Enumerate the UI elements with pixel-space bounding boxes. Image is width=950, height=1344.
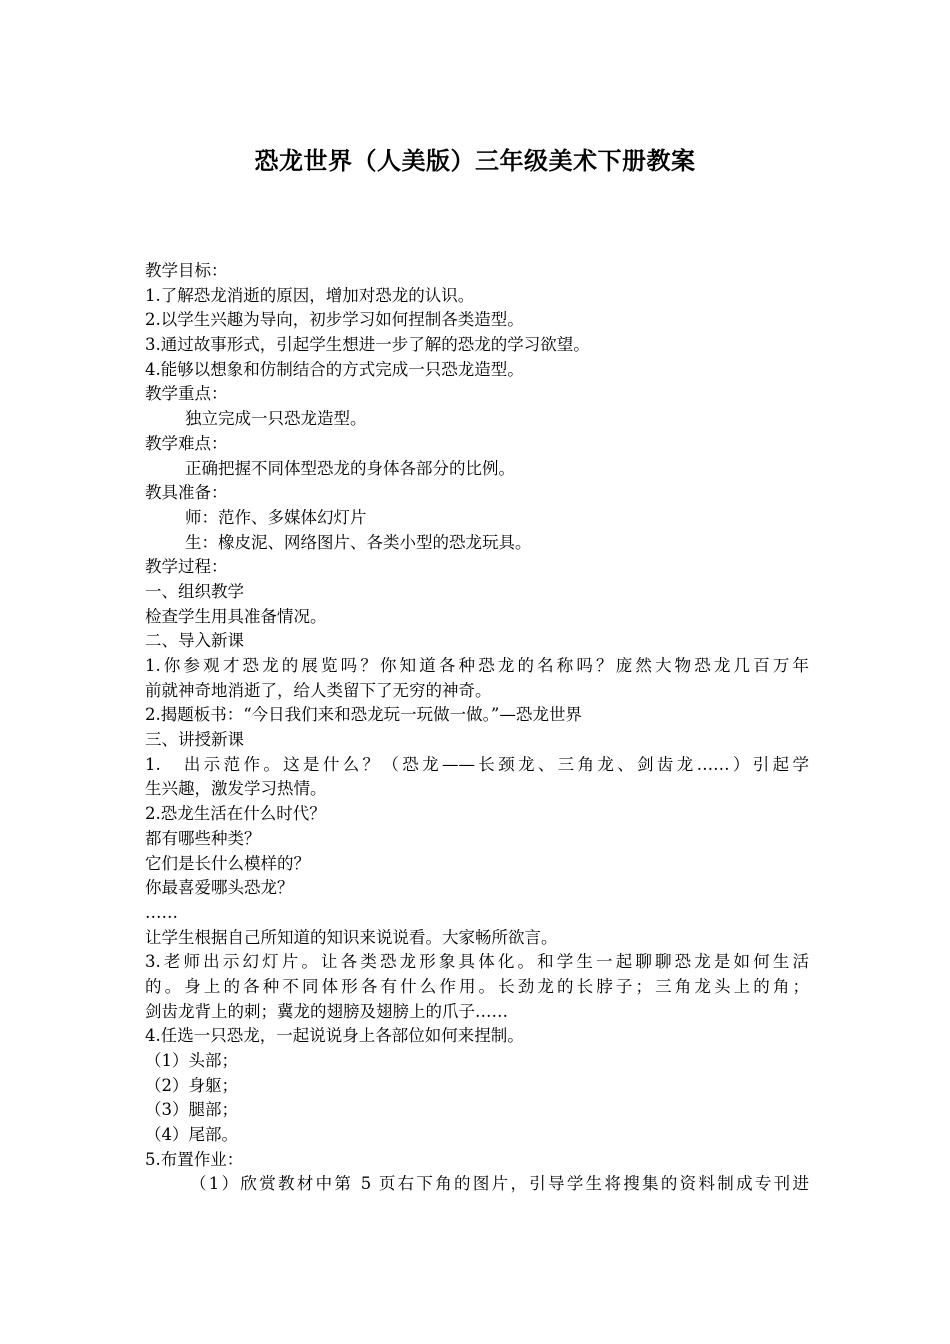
text-line: 二、导入新课 bbox=[145, 631, 244, 651]
text-line: 它们是长什么模样的？ bbox=[145, 853, 310, 873]
document-title: 恐龙世界（人美版）三年级美术下册教案 bbox=[254, 146, 696, 175]
text-line: 5.布置作业： bbox=[145, 1149, 244, 1169]
text-line: 生兴趣，激发学习热情。 bbox=[145, 779, 327, 799]
text-line: （2）身躯； bbox=[145, 1075, 238, 1095]
text-line: 教学目标： bbox=[145, 261, 228, 280]
text-line: 教学难点： bbox=[145, 433, 228, 453]
text-line: 让学生根据自己所知道的知识来说说看。大家畅所欲言。 bbox=[145, 927, 558, 947]
text-line: 剑齿龙背上的刺；冀龙的翅膀及翅膀上的爪子…… bbox=[145, 1001, 508, 1021]
text-line: 前就神奇地消逝了，给人类留下了无穷的神奇。 bbox=[145, 680, 492, 700]
text-line: 检查学生用具准备情况。 bbox=[145, 606, 327, 626]
text-line: （1）欣赏教材中第 5 页右下角的图片，引导学生将搜集的资料制成专刊进 bbox=[190, 1174, 809, 1194]
text-line: 都有哪些种类？ bbox=[145, 828, 261, 848]
text-line: 的。身上的各种不同体形各有什么作用。长劲龙的长脖子；三角龙头上的角； bbox=[145, 976, 809, 996]
text-line: 2.恐龙生活在什么时代？ bbox=[145, 804, 326, 824]
text-line: （1）头部； bbox=[145, 1051, 238, 1070]
text-line: 1.了解恐龙消逝的原因，增加对恐龙的认识。 bbox=[145, 285, 475, 305]
text-line: （4）尾部。 bbox=[145, 1125, 238, 1145]
text-line: 1.你参观才恐龙的展览吗？你知道各种恐龙的名称吗？庞然大物恐龙几百万年 bbox=[145, 656, 809, 675]
text-line: 教学过程： bbox=[145, 557, 228, 577]
text-line: …… bbox=[145, 902, 178, 922]
text-line: 4.能够以想象和仿制结合的方式完成一只恐龙造型。 bbox=[145, 359, 524, 379]
text-line: 2.揭题板书：“今日我们来和恐龙玩一玩做一做。”—恐龙世界 bbox=[145, 705, 582, 725]
text-line: 独立完成一只恐龙造型。 bbox=[185, 409, 367, 429]
text-line: 1. 出示范作。这是什么？（恐龙——长颈龙、三角龙、剑齿龙……）引起学 bbox=[145, 754, 809, 774]
text-line: 一、组织教学 bbox=[145, 581, 244, 601]
text-line: 生：橡皮泥、网络图片、各类小型的恐龙玩具。 bbox=[185, 532, 532, 552]
text-line: 3.通过故事形式，引起学生想进一步了解的恐龙的学习欲望。 bbox=[145, 335, 590, 355]
text-line: 正确把握不同体型恐龙的身体各部分的比例。 bbox=[185, 458, 515, 478]
text-line: 3.老师出示幻灯片。让各类恐龙形象具体化。和学生一起聊聊恐龙是如何生活 bbox=[145, 952, 809, 972]
text-line: 教具准备： bbox=[145, 483, 228, 503]
text-line: 教学重点： bbox=[145, 384, 228, 404]
text-line: 4.任选一只恐龙，一起说说身上各部位如何来捏制。 bbox=[145, 1026, 524, 1046]
text-line: 你最喜爱哪头恐龙？ bbox=[145, 878, 294, 898]
text-line: 师：范作、多媒体幻灯片 bbox=[185, 507, 367, 527]
document-body bbox=[145, 259, 809, 1197]
text-line: 三、讲授新课 bbox=[145, 730, 244, 750]
text-line: 2.以学生兴趣为导向，初步学习如何捏制各类造型。 bbox=[145, 310, 524, 330]
text-line: （3）腿部； bbox=[145, 1100, 238, 1120]
